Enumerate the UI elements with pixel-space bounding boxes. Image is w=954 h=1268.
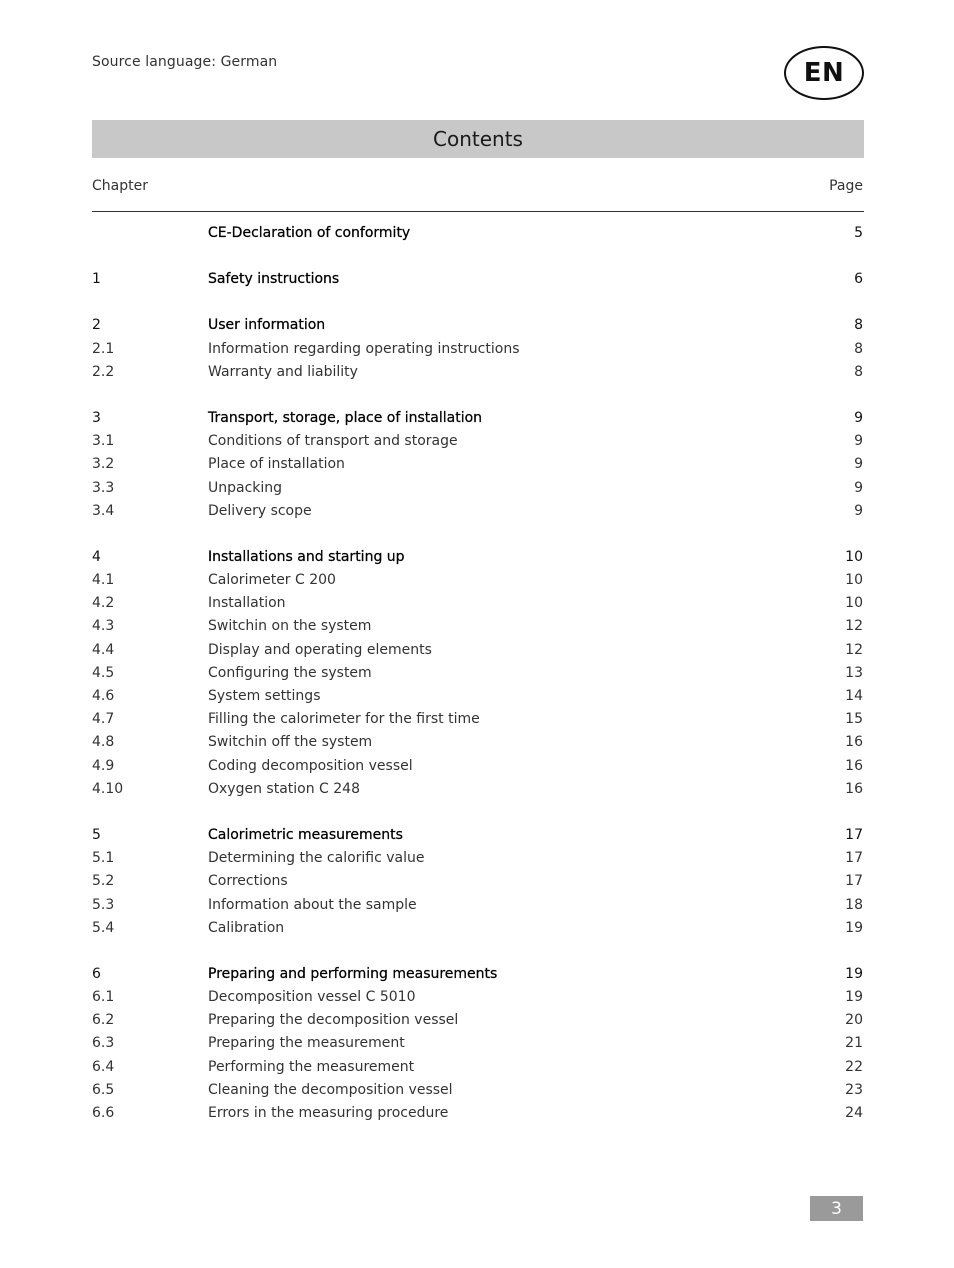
toc-entry-number: 4.1 <box>92 572 115 589</box>
toc-entry-number: 3.2 <box>92 456 115 473</box>
toc-entry-title: Information regarding operating instructions <box>208 340 520 357</box>
toc-entry-title: Warranty and liability <box>208 363 358 380</box>
toc-entry-page: 22 <box>845 1058 863 1075</box>
toc-entry-row <box>92 1079 863 1102</box>
toc-entry-title: Information about the sample <box>208 896 417 913</box>
toc-entry-page: 13 <box>845 664 863 681</box>
toc-entry-number: 6.6 <box>92 1105 115 1121</box>
toc-entry-page: 20 <box>845 1012 863 1029</box>
toc-entry-page: 21 <box>845 1035 863 1052</box>
toc-entry-number: 4.5 <box>92 664 115 681</box>
toc-entry-page: 17 <box>845 850 863 867</box>
toc-entry-number: 2.2 <box>92 363 115 380</box>
toc-entry-number: 4.2 <box>92 595 115 612</box>
toc-chapter-row <box>92 407 863 430</box>
toc-entry-row <box>92 731 863 754</box>
toc-entry-title: Delivery scope <box>208 502 312 519</box>
toc-entry-row <box>92 1056 863 1079</box>
toc-section <box>92 268 863 291</box>
toc-entry-number: 3.4 <box>92 502 115 519</box>
toc-entry-number: 4.6 <box>92 688 115 704</box>
toc-entry-title: Coding decomposition vessel <box>208 757 413 774</box>
toc-entry-row <box>92 592 863 615</box>
toc-section <box>92 222 863 245</box>
toc-entry-title: Calorimetric measurements <box>208 826 403 843</box>
toc-entry-title: CE-Declaration of conformity <box>208 225 411 241</box>
toc-entry-row <box>92 1102 863 1125</box>
toc-entry-title: Switchin off the system <box>208 734 373 751</box>
toc-entry-number: 3.3 <box>92 479 115 496</box>
table-of-contents <box>92 222 863 1148</box>
toc-entry-title: Preparing the measurement <box>208 1035 405 1052</box>
toc-entry-number: 2.1 <box>92 340 115 357</box>
toc-entry-title: Calorimeter C 200 <box>208 572 336 589</box>
toc-entry-page: 6 <box>854 271 863 288</box>
page-number-badge: 3 <box>810 1196 863 1221</box>
toc-entry-title: System settings <box>208 688 321 704</box>
toc-entry-number: 5 <box>92 826 101 843</box>
toc-entry-page: 24 <box>845 1105 863 1121</box>
toc-entry-row <box>92 755 863 778</box>
toc-entry-page: 10 <box>845 595 863 612</box>
toc-entry-number: 3.1 <box>92 433 115 450</box>
toc-entry-page: 15 <box>845 711 863 728</box>
toc-entry-title: User information <box>208 317 326 334</box>
toc-entry-page: 9 <box>854 456 863 473</box>
toc-entry-page: 16 <box>845 734 863 751</box>
toc-entry-title: Safety instructions <box>208 271 340 288</box>
toc-entry-page: 12 <box>845 641 863 658</box>
toc-entry-title: Display and operating elements <box>208 641 432 658</box>
toc-entry-page: 12 <box>845 618 863 635</box>
toc-entry-row <box>92 569 863 592</box>
toc-entry-page: 19 <box>845 989 863 1006</box>
toc-entry-number: 3 <box>92 409 101 426</box>
toc-chapter-row <box>92 546 863 569</box>
toc-entry-number: 6 <box>92 965 101 982</box>
toc-entry-page: 5 <box>854 225 863 241</box>
toc-entry-title: Installation <box>208 595 286 612</box>
toc-entry-page: 9 <box>854 433 863 450</box>
toc-entry-title: Decomposition vessel C 5010 <box>208 989 416 1006</box>
toc-entry-number: 5.1 <box>92 850 115 867</box>
toc-entry-title: Oxygen station C 248 <box>208 780 360 797</box>
toc-chapter-row <box>92 963 863 986</box>
toc-entry-row <box>92 662 863 685</box>
toc-entry-number: 6.4 <box>92 1058 115 1075</box>
toc-entry-row <box>92 870 863 893</box>
toc-section <box>92 407 863 523</box>
toc-entry-row <box>92 453 863 476</box>
toc-entry-title: Place of installation <box>208 456 345 473</box>
chapter-column-header: Chapter <box>92 178 148 194</box>
toc-entry-number: 4.3 <box>92 618 115 635</box>
toc-entry-page: 10 <box>845 548 863 565</box>
toc-entry-number: 4.8 <box>92 734 115 751</box>
toc-chapter-row <box>92 268 863 291</box>
toc-entry-number: 6.5 <box>92 1081 115 1098</box>
toc-entry-title: Unpacking <box>208 479 283 496</box>
toc-entry-row <box>92 708 863 731</box>
contents-title: Contents <box>92 120 864 158</box>
toc-section <box>92 546 863 801</box>
toc-entry-row <box>92 361 863 384</box>
toc-entry-page: 17 <box>845 873 863 890</box>
toc-entry-number: 6.1 <box>92 989 115 1006</box>
toc-entry-row <box>92 894 863 917</box>
toc-entry-page: 8 <box>854 317 863 334</box>
toc-entry-row <box>92 639 863 662</box>
page-column-header: Page <box>829 178 863 194</box>
toc-entry-title: Calibration <box>208 919 285 936</box>
toc-entry-number: 5.4 <box>92 919 115 936</box>
toc-entry-number: 4.10 <box>92 780 124 797</box>
toc-entry-page: 19 <box>845 919 863 936</box>
toc-entry-number: 2 <box>92 317 101 334</box>
toc-entry-page: 19 <box>845 965 863 982</box>
toc-entry-page: 9 <box>854 502 863 519</box>
toc-entry-page: 8 <box>854 340 863 357</box>
toc-entry-page: 9 <box>854 479 863 496</box>
source-language-note: Source language: German <box>92 54 278 70</box>
toc-entry-row <box>92 986 863 1009</box>
toc-entry-row <box>92 338 863 361</box>
toc-entry-page: 16 <box>845 757 863 774</box>
toc-entry-page: 18 <box>845 896 863 913</box>
toc-entry-row <box>92 685 863 708</box>
toc-entry-title: Determining the calorific value <box>208 850 425 867</box>
toc-chapter-row <box>92 824 863 847</box>
toc-entry-title: Conditions of transport and storage <box>208 433 458 450</box>
toc-entry-number: 5.3 <box>92 896 115 913</box>
toc-entry-row <box>92 1032 863 1055</box>
toc-entry-number: 5.2 <box>92 873 115 890</box>
language-badge: EN <box>784 46 864 100</box>
toc-entry-row <box>92 615 863 638</box>
toc-entry-title: Filling the calorimeter for the first time <box>208 711 480 728</box>
toc-entry-row <box>92 778 863 801</box>
toc-entry-title: Installations and starting up <box>208 548 405 565</box>
toc-section <box>92 963 863 1125</box>
toc-entry-row <box>92 1009 863 1032</box>
toc-entry-page: 23 <box>845 1081 863 1098</box>
toc-entry-page: 8 <box>854 363 863 380</box>
toc-entry-page: 10 <box>845 572 863 589</box>
toc-entry-title: Configuring the system <box>208 664 372 681</box>
toc-section <box>92 824 863 940</box>
toc-entry-title: Errors in the measuring procedure <box>208 1105 449 1121</box>
toc-entry-title: Switchin on the system <box>208 618 372 635</box>
toc-entry-title: Corrections <box>208 873 288 890</box>
toc-entry-title: Cleaning the decomposition vessel <box>208 1081 453 1098</box>
toc-entry-number: 4.7 <box>92 711 115 728</box>
toc-entry-row <box>92 500 863 523</box>
toc-entry-page: 17 <box>845 826 863 843</box>
toc-chapter-row <box>92 222 863 245</box>
toc-entry-row <box>92 430 863 453</box>
toc-entry-page: 16 <box>845 780 863 797</box>
toc-entry-number: 4 <box>92 548 101 565</box>
toc-entry-number: 4.4 <box>92 641 115 658</box>
toc-entry-row <box>92 917 863 940</box>
toc-entry-title: Performing the measurement <box>208 1058 415 1075</box>
toc-section <box>92 314 863 384</box>
toc-entry-title: Preparing the decomposition vessel <box>208 1012 459 1029</box>
toc-chapter-row <box>92 314 863 337</box>
toc-entry-page: 14 <box>845 688 863 704</box>
toc-entry-row <box>92 477 863 500</box>
toc-entry-number: 6.2 <box>92 1012 115 1029</box>
header-divider <box>92 211 864 212</box>
toc-entry-number: 4.9 <box>92 757 115 774</box>
toc-entry-page: 9 <box>854 409 863 426</box>
toc-entry-title: Transport, storage, place of installation <box>208 409 483 426</box>
toc-entry-number: 6.3 <box>92 1035 115 1052</box>
toc-entry-number: 1 <box>92 271 101 288</box>
toc-entry-row <box>92 847 863 870</box>
toc-entry-title: Preparing and performing measurements <box>208 965 498 982</box>
